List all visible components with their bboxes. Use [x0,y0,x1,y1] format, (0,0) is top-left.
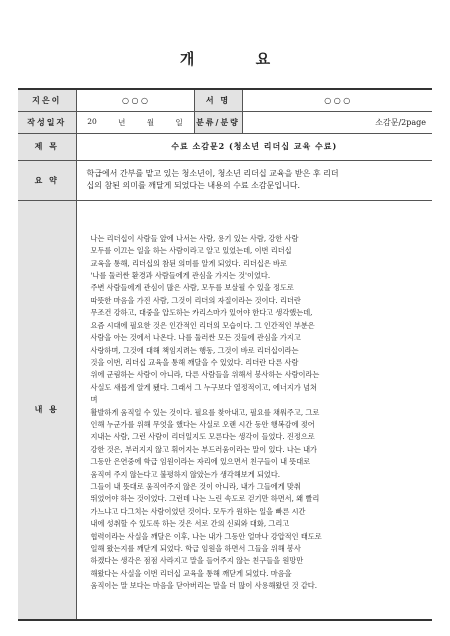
document-title: 개 요 [179,50,299,68]
content-line: 따뜻한 마음을 가진 사람, 그것이 리더의 자질이라는 것이다. 리더란 [90,295,301,305]
label-date: 작성일자 [18,111,76,133]
content-line: 그들이 내 뜻대로 움직여주지 않은 것이 아니라, 내가 그들에게 맞춰 [90,481,301,491]
content-line: 위에 군림하는 사람이 아니라, 다른 사람들을 위해서 봉사하는 사람이라는 [90,370,320,380]
content-line: 가느냐고 다그치는 사람이었던 것이다. 모두가 원하는 일을 빠른 시간 [90,506,306,516]
content-lines [91,233,425,593]
content-line: 지내는 사람, 그런 사람이 리더일지도 모른다는 생각이 들었다. 진정으로 [90,432,315,442]
content-line: 움직이는 말 보다는 마음을 닫아버리는 말을 더 많이 사용해왔던 것 같다. [90,581,317,591]
label-category: 분류/분량 [194,111,242,133]
content-line: 하겠다는 생각은 점점 사라지고 말을 들어주지 않는 친구들을 원망만 [90,556,304,566]
content-line: 나는 리더십이 사람들 앞에 나서는 사람, 용기 있는 사람, 강한 사람 [90,233,299,243]
content-line: 사실도 새롭게 알게 됐다. 그래서 그 누구보다 열정적이고, 에너지가 넘쳐 [90,382,317,392]
content-line: 움직여 주지 않는다고 불평하지 않았는가 생각해보게 되었다. [90,469,281,479]
content-line: 모두를 이끄는 일을 하는 사람이라고 알고 있었는데, 이번 리더십 [90,246,292,256]
content-line: 요즘 시대에 필요한 것은 인간적인 리더의 모습이다. 그 인간적인 부분은 [90,320,315,330]
content-line: 주변 사람들에게 관심이 많은 사람, 모두를 보살필 수 있을 정도로 [90,283,294,293]
label-subject: 제 목 [18,133,76,160]
content-line: 협력이라는 사실을 깨달은 이후, 나는 내가 그동안 얼마나 강압적인 태도로 [90,531,322,541]
summary-text [76,160,432,200]
summary-line: 학급에서 간부를 맡고 있는 청소년이, 청소년 리더십 교육을 받은 후 리더 [86,168,339,178]
content-line: 해왔다는 사실을 이번 리더십 교육을 통해 깨닫게 되었다. 마음을 [90,568,292,578]
content-line: 활발하게 움직일 수 있는 것이다. 필요를 찾아내고, 필요를 채워주고, 그로 [90,407,320,417]
content-body [76,200,432,620]
content-line: 교육을 통해, 리더십의 참된 의미를 알게 되었다. 리더십은 바로 [90,258,287,268]
summary-line: 십의 참된 의미를 깨달게 되었다는 내용의 수료 소감문입니다. [86,181,301,190]
content-line: 강한 것은, 부러지지 않고 휘어지는 부드러움이라는 말이 있다. 나는 내가 [90,444,317,454]
content-line: 무조건 강하고, 대중을 압도하는 카리스마가 있어야 한다고 생각했는데, [90,308,313,318]
date-value [76,111,194,133]
content-line: 사람을 아는 것에서 나온다. 나를 둘러싼 모든 것들에 관심을 가지고 [90,333,301,343]
row-content [18,200,432,620]
content-line: 인해 누군가를 위해 무엇을 했다는 사실로 오랜 시간 동안 행복감에 젖어 [90,419,315,429]
label-book-title: 서 명 [194,89,242,111]
label-content: 내 용 [18,200,76,620]
content-line: 사랑하며, 그것에 대해 책임지려는 행동, 그것이 바로 리더십이라는 [90,345,299,355]
content-line: '나를 둘러싼 환경과 사람들에게 관심을 가지는 것'이었다. [90,271,271,281]
content-line: 일해 왔는지를 깨닫게 되었다. 학급 임원을 하면서 그들을 위해 봉사 [90,544,301,554]
subject-value: 수료 소감문2 (청소년 리더십 교육 수료) [76,133,432,160]
content-line: 그동안 은연중에 학급 임원이라는 자리에 있으면서 친구들이 내 뜻대로 [90,457,311,467]
content-line: 며 [90,395,98,405]
date-year: 20 [87,116,97,126]
row-summary [18,160,432,200]
content-line: 내에 성취할 수 있도록 하는 것은 서로 간의 신뢰와 대화, 그리고 [90,519,290,529]
date-month-unit: 월 [146,117,155,127]
row-subject [18,133,432,160]
date-day-unit: 일 [175,117,183,127]
book-title-value: ○ ○ ○ [242,89,432,111]
content-line: 뛰었어야 하는 것이었다. 그런데 나는 느린 속도로 걷기만 하면서, 왜 빨리 [90,494,320,504]
label-author: 지은이 [18,89,76,111]
date-year-unit: 년 [118,117,126,127]
row-date [18,111,432,133]
label-summary: 요 약 [18,160,76,200]
author-value: ○ ○ ○ [76,89,194,111]
content-line: 것을 이번, 리더십 교육을 통해 깨달을 수 있었다. 리더란 다른 사람 [90,357,299,367]
category-value: 소감문/2page [242,111,432,133]
row-author [18,89,432,111]
overview-form-table [18,88,432,621]
